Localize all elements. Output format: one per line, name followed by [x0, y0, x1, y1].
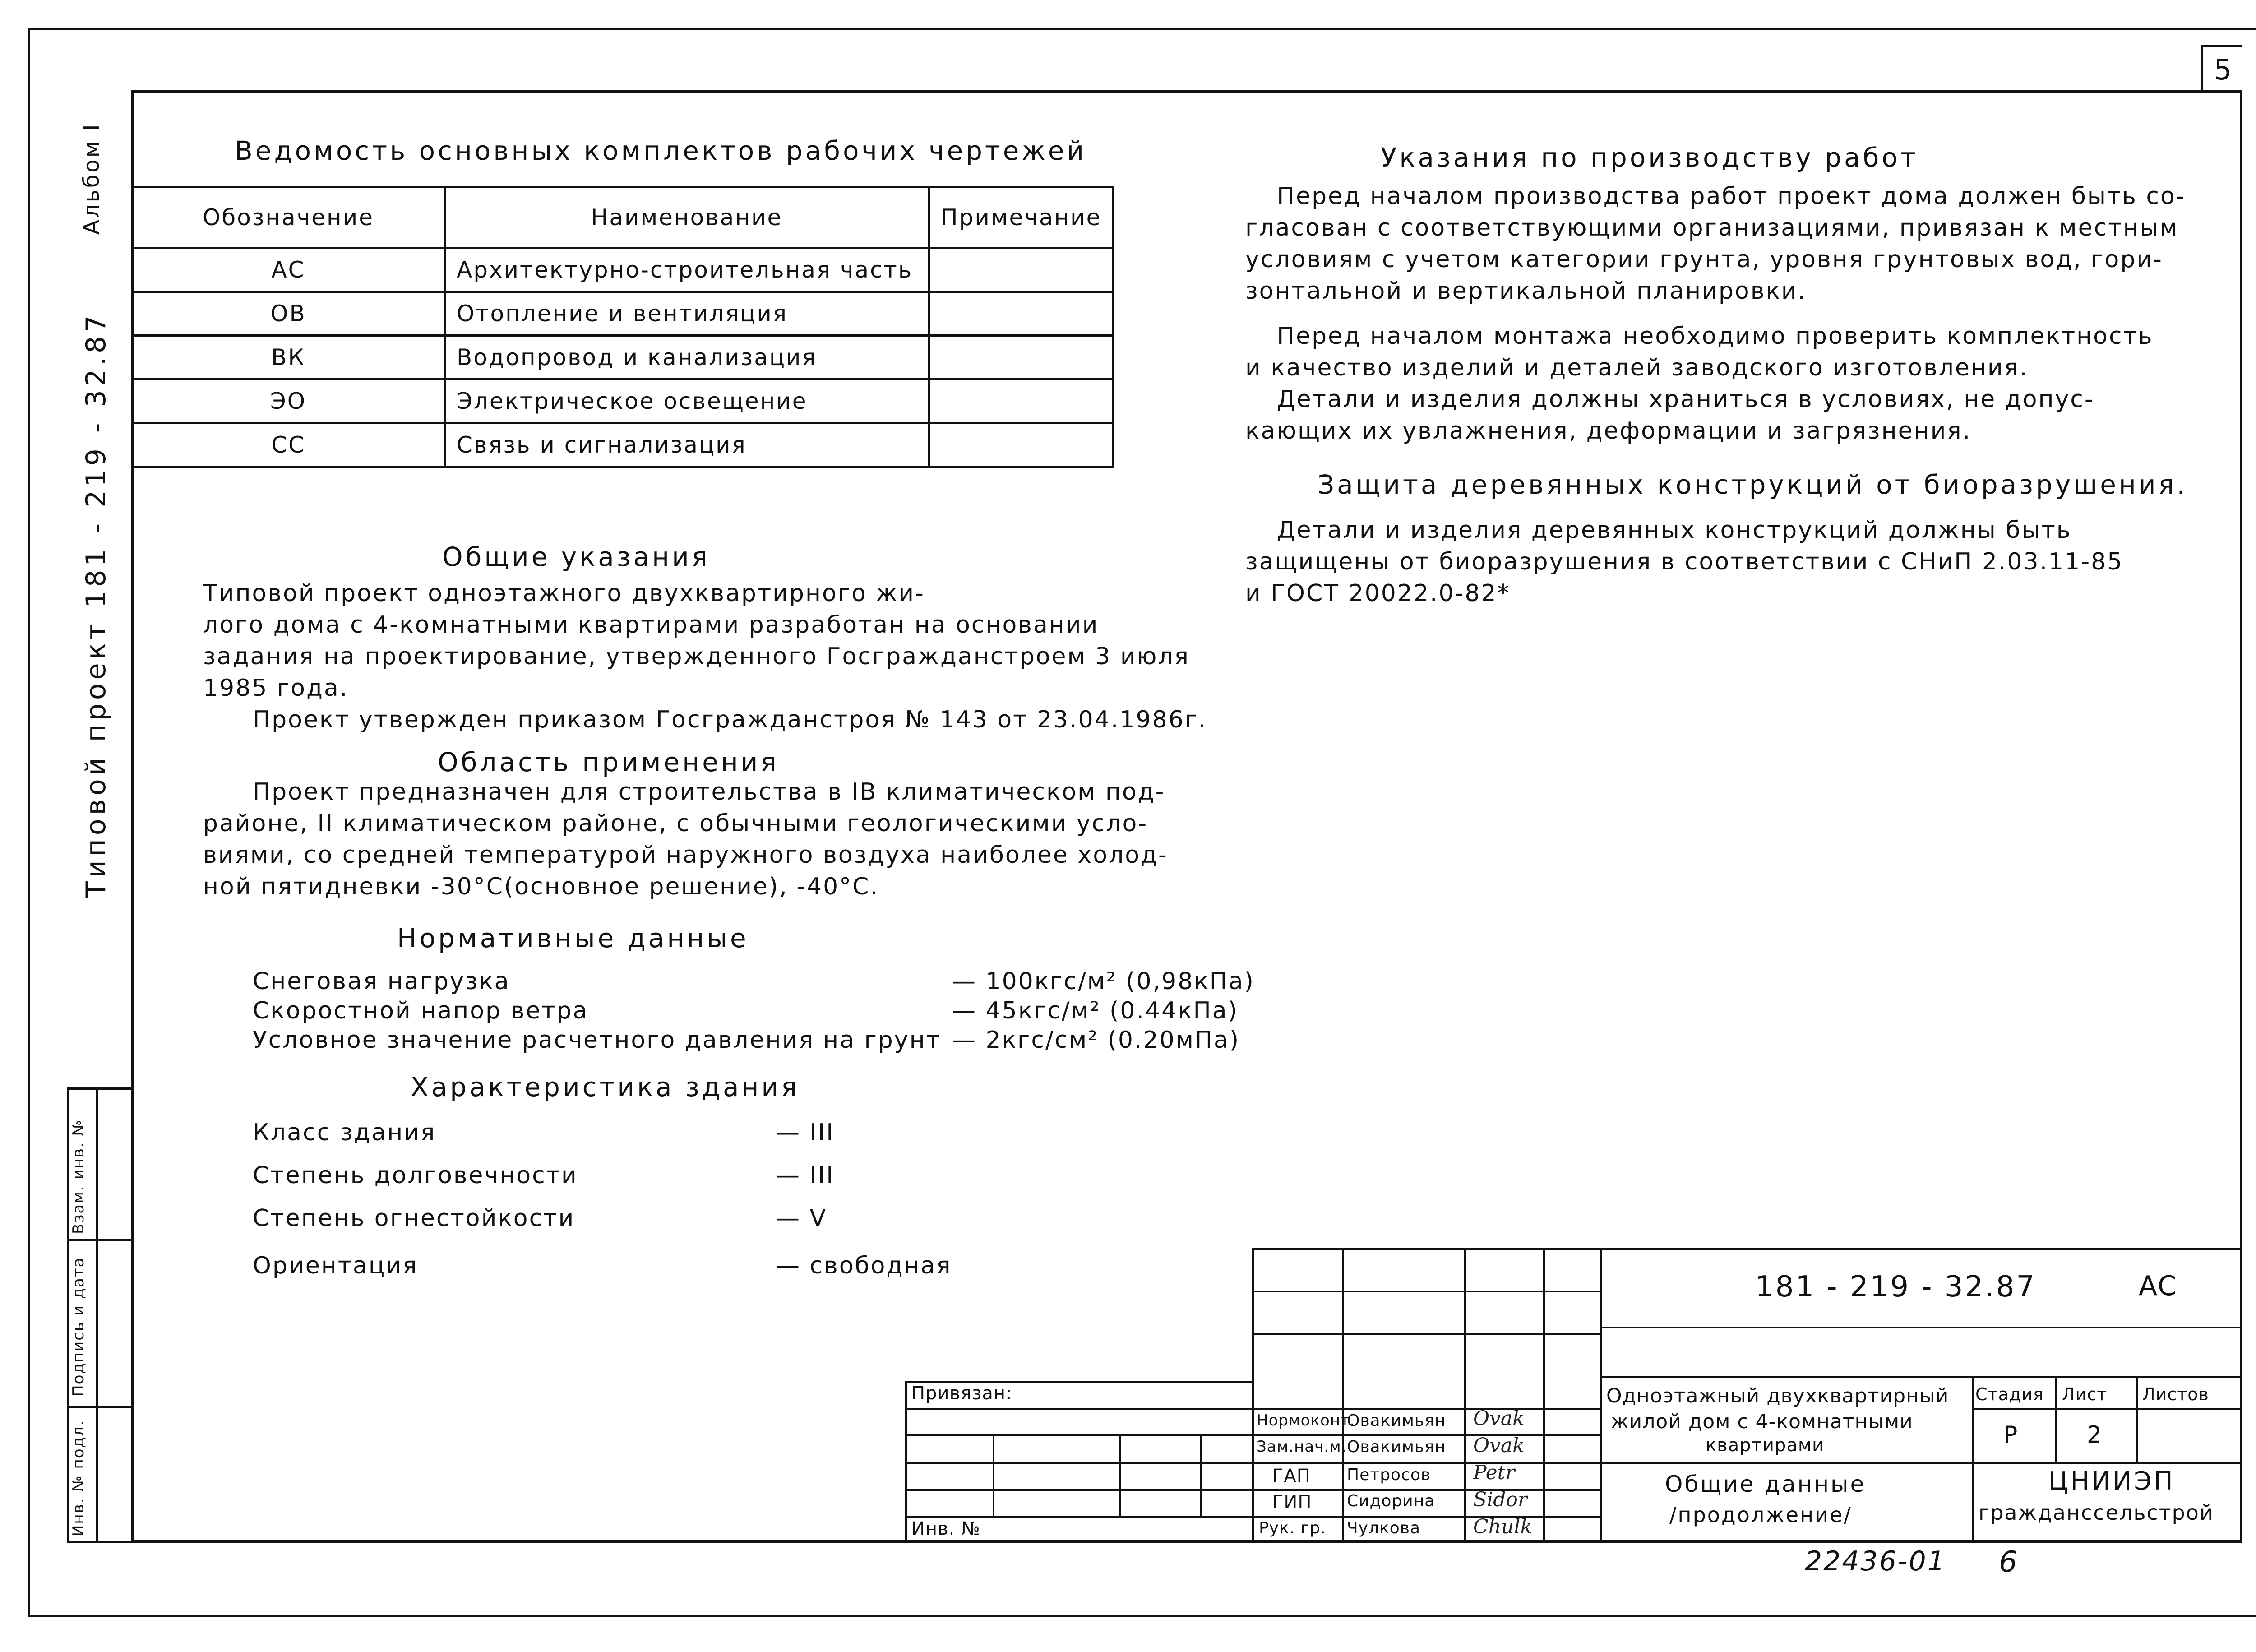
row-note	[929, 336, 1114, 379]
page-number: 5	[2214, 53, 2232, 86]
role-zamnach: Зам.нач.м.	[1257, 1438, 1347, 1456]
table-row	[132, 336, 1114, 379]
object-title-3: квартирами	[1706, 1435, 1825, 1456]
building-title: Характеристика здания	[411, 1072, 800, 1102]
sheet-title-1: Общие данные	[1665, 1471, 1866, 1497]
row-note	[929, 379, 1114, 423]
works-title: Указания по производству работ	[1381, 142, 1919, 173]
table-header-row	[132, 187, 1114, 248]
doc-mark: АС	[2139, 1270, 2177, 1302]
general-line: 1985 года.	[203, 675, 349, 702]
role-gap: ГАП	[1272, 1466, 1311, 1486]
normative-label: Условное значение расчетного давления на грунт	[253, 1027, 941, 1054]
table-row	[132, 379, 1114, 423]
scope-text	[203, 776, 1168, 902]
role-normokontrol: Нормоконт.	[1257, 1411, 1355, 1430]
scope-line: виями, со средней температурой наружного воздуха наиболее холод-	[203, 842, 1168, 869]
general-line: Типовой проект одноэтажного двухквартирного жи-	[203, 580, 925, 607]
vedomost-title: Ведомость основных комплектов рабочих чертежей	[235, 135, 1087, 166]
row-note	[929, 292, 1114, 336]
org-name-1: ЦНИИЭП	[2048, 1467, 2175, 1496]
doc-code: 181 - 219 - 32.87	[1755, 1270, 2037, 1304]
building-value: — III	[776, 1162, 835, 1189]
building-label: Степень огнестойкости	[253, 1205, 575, 1232]
building-value: — V	[776, 1205, 828, 1232]
general-line: лого дома с 4-комнатными квартирами разработан на основании	[203, 611, 1099, 639]
building-label: Класс здания	[253, 1119, 436, 1146]
row-code: ЭО	[132, 379, 445, 423]
protection-line: и ГОСТ 20022.0-82*	[1245, 580, 1511, 607]
normative-value: — 45кгс/м² (0.44кПа)	[952, 997, 1239, 1024]
album-label: Альбом I	[79, 122, 104, 235]
works-line: условиям с учетом категории грунта, уровня грунтовых вод, гори-	[1245, 246, 2163, 273]
row-name: Электрическое освещение	[445, 379, 929, 423]
building-label: Ориентация	[253, 1252, 418, 1279]
general-line: Проект утвержден приказом Госгражданстроя № 143 от 23.04.1986г.	[253, 706, 1207, 733]
row-code: ОВ	[132, 292, 445, 336]
row-code: СС	[132, 423, 445, 467]
general-line: задания на проектирование, утвержденного Госгражданстроем 3 июля	[203, 643, 1190, 670]
works-line: гласован с соответствующими организациями, привязан к местным	[1245, 214, 2179, 241]
name-2: Овакимьян	[1347, 1438, 1446, 1456]
name-3: Петросов	[1347, 1466, 1431, 1484]
normative-value: — 2кгс/см² (0.20мПа)	[952, 1027, 1240, 1054]
role-rukgr: Рук. гр.	[1259, 1519, 1326, 1537]
archive-number: 22436-01	[1805, 1546, 1946, 1577]
protection-title: Защита деревянных конструкций от биоразрушения.	[1318, 469, 2188, 500]
col-header-code: Обозначение	[132, 187, 445, 248]
general-text	[203, 578, 1207, 736]
building-label: Степень долговечности	[253, 1162, 578, 1189]
normative-label: Снеговая нагрузка	[253, 968, 510, 995]
sheet-title-2: /продолжение/	[1669, 1503, 1852, 1527]
signature-2: Ovak	[1473, 1434, 1525, 1457]
works-line: Перед началом монтажа необходимо проверить комплектность	[1277, 323, 2154, 350]
scope-line: ной пятидневки -30°С(основное решение), -40°С.	[203, 873, 879, 900]
sheet-label: Лист	[2062, 1384, 2108, 1404]
stage-value: Р	[2003, 1421, 2018, 1448]
row-name: Отопление и вентиляция	[445, 292, 929, 336]
building-value: — III	[776, 1119, 835, 1146]
protection-line: защищены от биоразрушения в соответствии с СНиП 2.03.11-85	[1245, 548, 2124, 575]
row-name: Архитектурно-строительная часть	[445, 248, 929, 292]
scope-line: Проект предназначен для строительства в IВ климатическом под-	[253, 778, 1165, 805]
protection-text	[1245, 514, 2123, 609]
normative-title: Нормативные данные	[397, 923, 749, 953]
general-title: Общие указания	[442, 541, 710, 572]
normative-label: Скоростной напор ветра	[253, 997, 589, 1024]
stage-label: Стадия	[1975, 1384, 2044, 1404]
col-header-name: Наименование	[445, 187, 929, 248]
privyazan-label: Привязан:	[911, 1383, 1012, 1404]
table-row	[132, 292, 1114, 336]
row-name: Водопровод и канализация	[445, 336, 929, 379]
works-line: Перед началом производства работ проект дома должен быть со-	[1277, 183, 2186, 210]
name-4: Сидорина	[1347, 1492, 1435, 1510]
page-number-box	[2201, 45, 2242, 92]
protection-line: Детали и изделия деревянных конструкций должны быть	[1277, 517, 2072, 544]
object-title-1: Одноэтажный двухквартирный	[1606, 1384, 1949, 1407]
sheet-value: 2	[2087, 1421, 2103, 1448]
signature-4: Sidor	[1473, 1488, 1527, 1511]
name-1: Овакимьян	[1347, 1411, 1446, 1430]
signature-1: Ovak	[1473, 1407, 1525, 1430]
signature-5: Chulk	[1473, 1515, 1533, 1538]
works-line: кающих их увлажнения, деформации и загрязнения.	[1245, 417, 1972, 444]
org-name-2: гражданссельстрой	[1979, 1500, 2214, 1525]
vedomost-table	[131, 186, 1114, 468]
building-value: — свободная	[776, 1252, 952, 1279]
signature-3: Petr	[1473, 1461, 1515, 1484]
works-line: зонтальной и вертикальной планировки.	[1245, 278, 1807, 305]
row-name: Связь и сигнализация	[445, 423, 929, 467]
side-cell-inv: Инв. № подл.	[69, 1420, 88, 1536]
works-line: и качество изделий и деталей заводского изготовления.	[1245, 354, 2029, 381]
table-row	[132, 248, 1114, 292]
side-project-label: Типовой проект 181 - 219 - 32.87	[80, 311, 112, 898]
role-gip: ГИП	[1272, 1492, 1312, 1513]
side-cell-zam: Взам. инв. №	[69, 1119, 88, 1234]
name-5: Чулкова	[1347, 1519, 1421, 1537]
normative-value: — 100кгс/м² (0,98кПа)	[952, 968, 1255, 995]
table-row	[132, 423, 1114, 467]
inv-label: Инв. №	[911, 1518, 980, 1539]
works-text	[1245, 180, 2186, 447]
sheets-label: Листов	[2142, 1384, 2209, 1404]
col-header-note: Примечание	[929, 187, 1114, 248]
scope-line: районе, II климатическом районе, с обычными геологическими усло-	[203, 810, 1148, 837]
row-note	[929, 248, 1114, 292]
scope-title: Область применения	[438, 747, 779, 777]
row-note	[929, 423, 1114, 467]
row-code: АС	[132, 248, 445, 292]
side-cell-sign: Подпись и дата	[69, 1257, 88, 1397]
footer-page: 6	[1999, 1546, 2017, 1579]
object-title-2: жилой дом с 4-комнатными	[1611, 1410, 1913, 1433]
row-code: ВК	[132, 336, 445, 379]
works-line: Детали и изделия должны храниться в условиях, не допус-	[1277, 386, 2094, 413]
